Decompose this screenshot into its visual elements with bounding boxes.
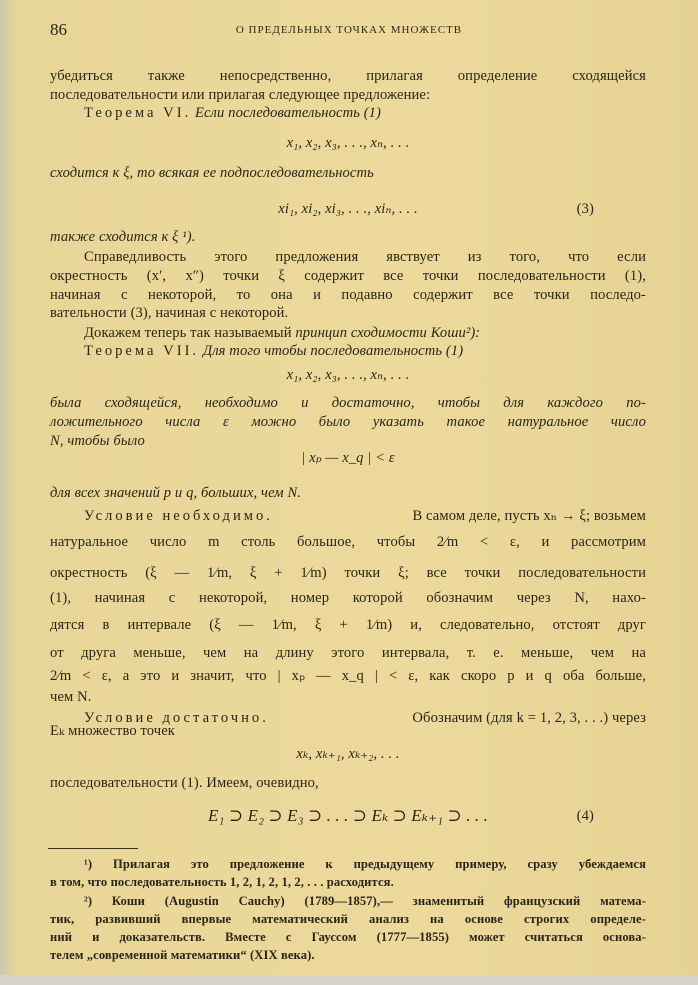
footnote-2-cont: ний и доказательств. Вместе с Гауссом (1777—1855) может считаться основа- [50,930,646,944]
theorem-6 [84,104,646,122]
text-span: Докажем теперь так называемый [84,325,296,341]
text-line: N, чтобы было [50,433,145,449]
cauchy-principle-term: принцип сходимости Коши²): [295,325,481,341]
theorem-label: Теорема VI. [84,105,192,121]
sufficiency-label: Условие достаточно. [84,710,269,726]
footnote-2: ²) Коши (Augustin Cauchy) (1789—1857),— знаменитый французский матема- [84,894,646,908]
text-line: начиная с некоторой, то она и подавно содержит все точки последо- [50,287,646,303]
text-line: была сходящейся, необходимо и достаточно, чтобы для каждого по- [50,395,646,411]
theorem-7 [84,342,646,360]
text-line: также сходится к ξ ¹). [50,229,196,245]
text-line: ложительного числа ε можно было указать такое натуральное число [50,414,646,430]
text-line: Справедливость этого предложения явствует из того, что если [84,249,646,265]
theorem-text: Для того чтобы последовательность (1) [202,343,464,359]
text-line: сходится к ξ, то всякая ее подпоследовательность [50,165,374,181]
text-line: чем N. [50,689,92,705]
text-line: последовательности или прилагая следующее предложение: [50,87,431,103]
equation-number: (3) [576,201,594,217]
text-line: окрестность (ξ — 1⁄m, ξ + 1⁄m) точки ξ; все точки последовательности [50,565,646,581]
text-line: Eₖ множество точек [50,723,175,739]
text-line: 2⁄m < ε, а это и значит, что | xₚ — x_q | < ε, как скоро p и q оба больше, [50,668,646,684]
running-title: О ПРЕДЕЛЬНЫХ ТОЧКАХ МНОЖЕСТВ [235,24,463,36]
text-line: натуральное число m столь большое, чтобы 2⁄m < ε, и рассмотрим [50,534,646,550]
theorem-text: Если последовательность (1) [194,105,382,121]
footnote-1: ¹) Прилагая это предложение к предыдущему примеру, сразу убеждаемся [84,857,646,871]
text-line: от друга меньше, чем на длину этого интервала, т. е. меньше, чем на [50,645,646,661]
footnote-2-cont: телем „современной математики“ (XIX века). [50,948,315,962]
formula-cauchy: | xₚ — x_q | < ε [301,450,395,466]
text-line: для всех значений p и q, больших, чем N. [50,485,302,501]
text-span: Обозначим (для k = 1, 2, 3, . . .) через [412,710,646,726]
text-line: (1), начиная с некоторой, номер которой обозначим через N, нахо- [50,590,646,606]
text-span: В самом деле, пусть xₙ → ξ; возьмем [412,508,646,524]
formula-text: E₁ ⊃ E₂ ⊃ E₃ ⊃ . . . ⊃ Eₖ ⊃ Eₖ₊₁ ⊃ . . . [208,806,488,825]
footnote-2-cont: тик, развивший впервые математический анализ на основе строгих определе- [50,912,646,926]
text-line: вательности (3), начиная с некоторой. [50,305,289,321]
formula-tail-sequence: xₖ, xₖ₊₁, xₖ₊₂, . . . [296,746,400,762]
formula-text: xi₁, xi₂, xi₃, . . ., xiₙ, . . . [278,201,418,217]
theorem-label: Теорема VII. [84,343,200,359]
text-line [84,324,646,342]
text-line: убедиться также непосредственно, прилагая определение сходящейся [50,68,646,84]
text-line: последовательности (1). Имеем, очевидно, [50,775,319,791]
page-number: 86 [50,20,67,39]
formula-sequence: x₁, x₂, x₃, . . ., xₙ, . . . [286,135,410,151]
footnote-rule [48,848,138,849]
equation-number: (4) [576,808,594,824]
formula-nested-sets [50,807,646,825]
footnote-1-cont: в том, что последовательность 1, 2, 1, 2, 1, 2, . . . расходится. [50,875,394,889]
necessity-label: Условие необходимо. [84,508,273,524]
formula-subsequence [50,200,646,218]
formula-sequence: x₁, x₂, x₃, . . ., xₙ, . . . [286,367,410,383]
scan-bottom-edge [0,975,698,985]
text-line: окрестность (x′, x″) точки ξ содержит все точки последовательности (1), [50,268,646,284]
necessity-line [84,507,646,525]
text-line: дятся в интервале (ξ — 1⁄m, ξ + 1⁄m) и, следовательно, отстоят друг [50,617,646,633]
